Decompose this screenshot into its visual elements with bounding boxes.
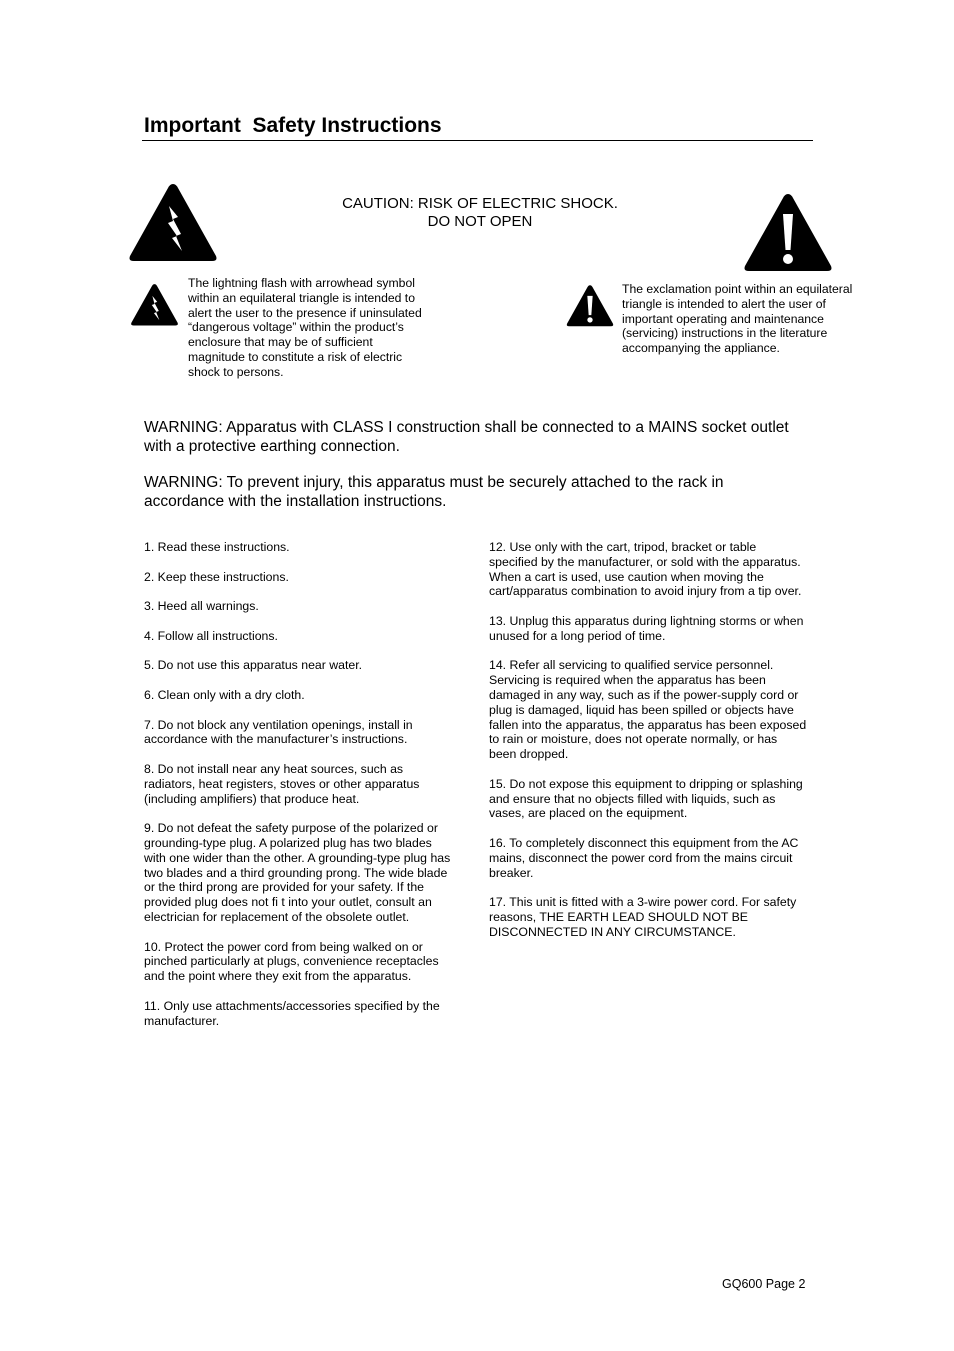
list-item: 13. Unplug this apparatus during lightning storms or when unused for a long period of time. [489,613,804,643]
list-item: 6. Clean only with a dry cloth. [144,687,305,702]
list-item: 2. Keep these instructions. [144,569,289,584]
list-item: 10. Protect the power cord from being walked on or pinched particularly at plugs, convenience receptacles and the point where they exit from the apparatus. [144,939,439,984]
page-footer: GQ600 Page 2 [722,1277,806,1291]
list-item: 11. Only use attachments/accessories specified by the manufacturer. [144,998,440,1028]
list-item: 5. Do not use this apparatus near water. [144,658,363,673]
instructions-right-column [489,540,807,954]
list-item: 17. This unit is fitted with a 3-wire power cord. For safety reasons, THE EARTH LEAD SHOULD NOT BE DISCONNECTED IN ANY CIRCUMSTANCE. [489,895,797,939]
exclamation-symbol-note: The exclamation point within an equilateral triangle is intended to alert the user of important operating and maintenance (servicing) instructions in the literature accompanying the appliance. [622,282,853,356]
list-item: 15. Do not expose this equipment to dripping or splashing and ensure that no objects filled with liquids, such as vases, are placed on the equipment. [489,776,803,821]
instructions-left-column [144,540,456,1043]
exclamation-warning-icon [566,284,614,327]
title-divider [142,140,813,141]
lightning-warning-icon [130,283,179,326]
list-item: 12. Use only with the cart, tripod, bracket or table specified by the manufacturer, or sold with the apparatus. When a cart is used, use caution when moving the cart/apparatus combination to avoid injury from a tip over. [489,540,802,599]
list-item: 3. Heed all warnings. [144,599,259,614]
caution-line-1: CAUTION: RISK OF ELECTRIC SHOCK. [342,195,618,212]
lightning-warning-icon [128,182,218,262]
list-item: 9. Do not defeat the safety purpose of the polarized or grounding-type plug. A polarized plug has two blades with one wider than the other. A grounding-type plug has two blades and a third grounding prong. The wide blade or the third prong are provided for your safety. If the provided plug does not fi t into your outlet, consult an electrician for replacement of the obsolete outlet. [144,821,451,924]
caution-line-2: DO NOT OPEN [427,213,533,230]
exclamation-warning-icon [743,192,833,272]
list-item: 8. Do not install near any heat sources, such as radiators, heat registers, stoves or other apparatus (including amplifiers) that produce heat. [144,761,420,806]
list-item: 4. Follow all instructions. [144,628,278,643]
list-item: 1. Read these instructions. [144,540,290,554]
warning-rack-mount: WARNING: To prevent injury, this apparatus must be securely attached to the rack in accordance with the installation instructions. [144,474,724,510]
list-item: 7. Do not block any ventilation openings, install in accordance with the manufacturer’s instructions. [144,717,413,747]
list-item: 14. Refer all servicing to qualified service personnel. Servicing is required when the apparatus has been damaged in any way, such as if the power-supply cord or plug is damaged, liquid has been spilled or objects have fallen into the apparatus, the apparatus has been exposed to rain or moisture, does not operate normally, or has been dropped. [489,658,807,762]
page-title: Important Safety Instructions [144,114,442,137]
warning-class-i: WARNING: Apparatus with CLASS I construction shall be connected to a MAINS socket outlet with a protective earthing connection. [144,419,789,455]
lightning-symbol-note: The lightning flash with arrowhead symbol within an equilateral triangle is intended to alert the user to the presence if uninsulated “dangerous voltage” within the product’s enclosure that may be of sufficient magnitude to constitute a risk of electric shock to persons. [188,276,422,379]
list-item: 16. To completely disconnect this equipment from the AC mains, disconnect the power cord from the mains circuit breaker. [489,835,799,880]
caution-heading [300,195,660,231]
